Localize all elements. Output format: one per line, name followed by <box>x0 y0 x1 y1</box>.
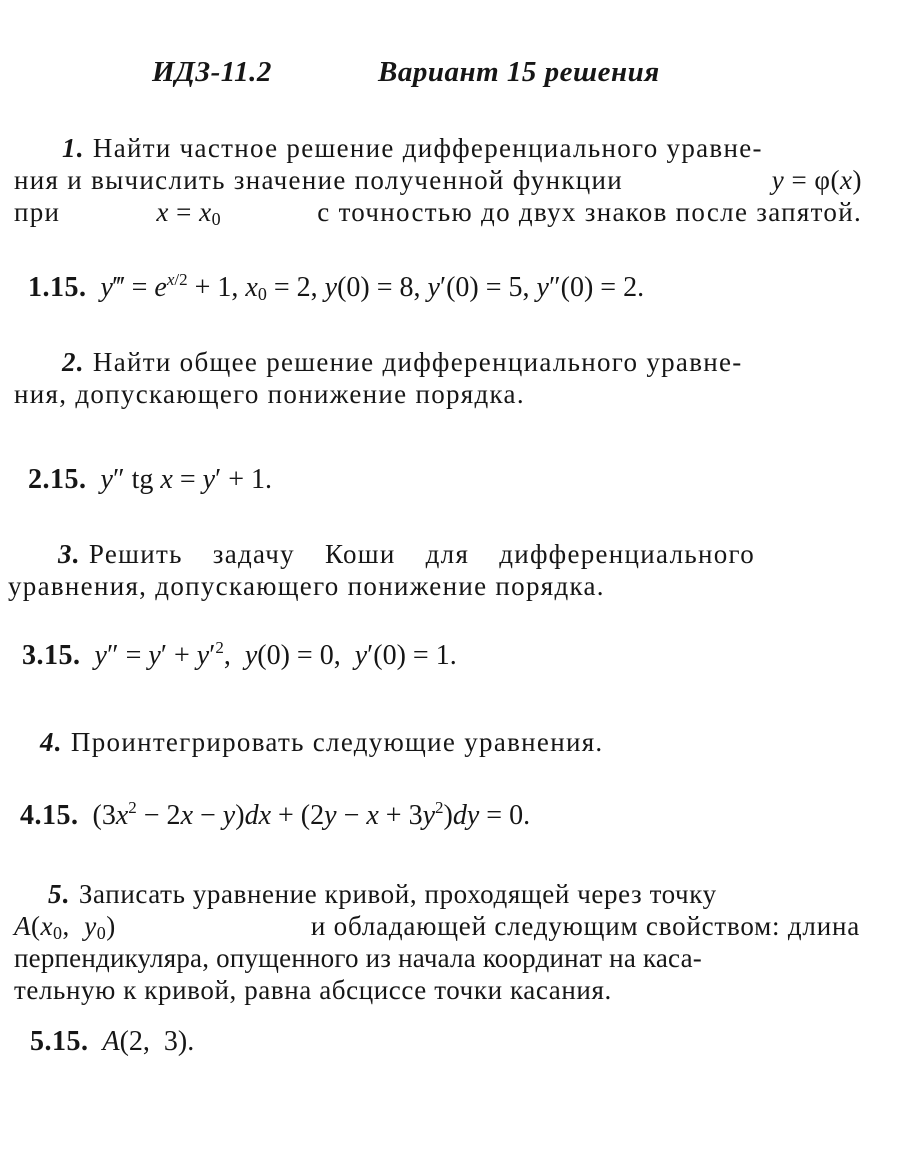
task-3-number: 3. <box>58 539 81 569</box>
task-5-point: $A(x_0$, $y_0$) <box>14 911 116 943</box>
task-1-text-3a: при <box>14 197 61 227</box>
task-4-text-1: Проинтегрировать следующие уравнения. <box>70 727 604 757</box>
task-2-line-2: ния, допускающего понижение порядка. <box>14 379 525 409</box>
equation-1-15 <box>28 272 644 304</box>
task-4-number: 4. <box>40 727 63 757</box>
variant-title: Вариант 15 решения <box>378 56 660 88</box>
task-3-text-1: Решить задачу Коши для дифференциального <box>88 539 756 569</box>
task-5-text-2: и обладающей следующим свойством: длина <box>310 911 860 941</box>
task-1-text-3c: с точностью до двух знаков после запятой. <box>317 197 862 227</box>
equation-4-15 <box>20 800 530 832</box>
equation-3-15-body: $y'' = y' + y'^2$, y(0) = 0, y′(0) = 1. <box>94 638 457 671</box>
task-2 <box>14 346 862 410</box>
task-1-function: y = φ(x) <box>771 165 862 195</box>
equation-1-15-label: 1.15. <box>28 272 87 303</box>
equation-2-15 <box>28 464 272 496</box>
equation-4-15-label: 4.15. <box>20 800 79 831</box>
task-4 <box>40 726 603 758</box>
task-2-line-1 <box>14 346 862 378</box>
equation-3-15-label: 3.15. <box>22 640 81 671</box>
task-3-line-2: уравнения, допускающего понижение порядка. <box>8 571 605 601</box>
task-1 <box>14 132 862 228</box>
task-5-line-1 <box>14 878 860 910</box>
task-1-line-3 <box>14 196 862 228</box>
document-code: ИДЗ-11.2 <box>152 56 272 88</box>
task-2-number: 2. <box>62 347 85 377</box>
equation-5-15 <box>30 1026 194 1058</box>
task-5-number: 5. <box>48 879 71 909</box>
task-3-line-1 <box>8 538 856 570</box>
task-3 <box>8 538 856 602</box>
task-1-text-2: ния и вычислить значение полученной функции <box>14 165 624 195</box>
equation-5-15-label: 5.15. <box>30 1026 89 1057</box>
task-5-line-4: тельную к кривой, равна абсциссе точки касания. <box>14 975 612 1005</box>
task-1-x0: $x = x_0$ <box>156 197 222 229</box>
equation-4-15-body: $(3x^2 - 2x - y)dx + (2y - x + 3y^2)dy = 0$. <box>92 798 531 831</box>
task-1-number: 1. <box>62 133 85 163</box>
task-5 <box>14 878 860 1006</box>
task-1-line-1 <box>14 132 862 164</box>
task-1-text-1: Найти частное решение дифференциального уравне- <box>92 133 763 163</box>
task-5-line-2 <box>14 910 860 942</box>
task-5-line-3: перпендикуляра, опущенного из начала координат на каса- <box>14 943 702 973</box>
equation-3-15 <box>22 640 457 672</box>
task-2-text-1: Найти общее решение дифференциального уравне- <box>92 347 743 377</box>
equation-2-15-label: 2.15. <box>28 464 87 495</box>
equation-5-15-body: A(2, 3). <box>102 1026 195 1057</box>
equation-2-15-body: y″ tg x = y′ + 1. <box>100 464 272 495</box>
equation-1-15-body: y‴ = $e^{x/2} + 1$, $x_0 = 2$, y(0) = 8, y′(0) = 5, y″(0) = 2. <box>100 270 645 304</box>
task-1-line-2 <box>14 164 862 196</box>
task-5-text-1: Записать уравнение кривой, проходящей через точку <box>78 879 717 909</box>
